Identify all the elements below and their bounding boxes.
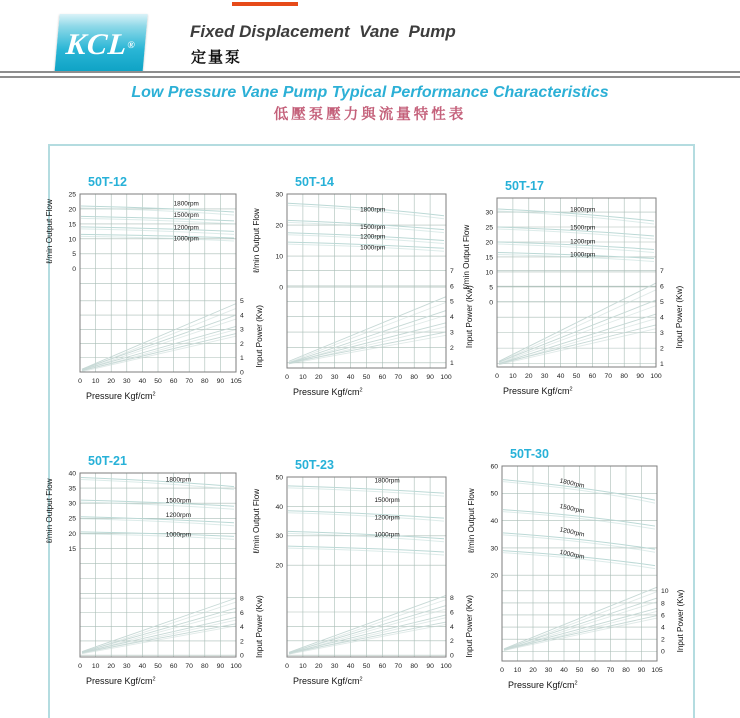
flow-curve-echo: [288, 548, 444, 555]
x-tick: 80: [410, 374, 418, 381]
power-curve-echo: [504, 618, 657, 650]
x-tick: 50: [154, 378, 162, 385]
x-tick: 30: [544, 667, 553, 674]
x-tick: 60: [378, 374, 387, 381]
x-axis-label: Pressure Kgf/$cm^2$: [293, 387, 363, 397]
legend-label-1200rpm: 1200rpm: [165, 512, 192, 520]
x-tick: 50: [362, 663, 371, 670]
section-title-en: Low Pressure Vane Pump Typical Performance Characteristics: [131, 84, 609, 101]
x-tick: 0: [500, 667, 504, 674]
x-tick: 40: [346, 374, 355, 381]
legend-label-1800rpm: 1800rpm: [558, 477, 586, 490]
x-tick: 10: [509, 373, 517, 380]
performance-chart-50T-30: [456, 440, 705, 707]
x-tick: 0: [78, 378, 82, 385]
flow-tick: 20: [485, 239, 493, 247]
power-tick: 5: [660, 299, 664, 307]
power-tick: 8: [450, 595, 454, 602]
legend-label-1500rpm: 1500rpm: [374, 497, 400, 505]
x-tick: 105: [230, 378, 242, 385]
power-curve-1200rpm: [504, 608, 657, 649]
x-tick: 30: [123, 378, 131, 385]
power-tick: 2: [240, 638, 244, 646]
x-tick: 40: [556, 373, 565, 380]
legend-label-1200rpm: 1200rpm: [360, 233, 386, 241]
power-tick: 3: [660, 330, 664, 338]
x-tick: 80: [620, 373, 628, 380]
x-tick: 30: [330, 374, 339, 381]
legend-label-1800rpm: 1800rpm: [374, 477, 400, 485]
power-curve-echo: [82, 319, 236, 370]
power-tick: 6: [450, 283, 454, 291]
power-curve-echo: [499, 290, 656, 363]
performance-chart-50T-17: [451, 172, 704, 413]
legend-label-1500rpm: 1500rpm: [173, 212, 199, 220]
power-tick: 2: [450, 344, 454, 352]
power-tick: 4: [450, 314, 454, 322]
power-tick: 3: [450, 329, 454, 337]
x-tick: 20: [107, 378, 115, 385]
x-tick: 40: [346, 663, 355, 670]
x-tick: 70: [606, 667, 615, 674]
logo-text: KCL®: [64, 27, 137, 61]
legend-label-1200rpm: 1200rpm: [374, 514, 400, 522]
power-tick: 6: [660, 283, 664, 291]
x-tick: 70: [604, 373, 613, 380]
x-tick: 80: [410, 663, 418, 670]
legend-label-1500rpm: 1500rpm: [165, 497, 192, 505]
x-tick: 100: [440, 374, 452, 381]
x-tick: 80: [622, 667, 630, 674]
chart-title: 50T-12: [88, 175, 127, 189]
power-tick: 2: [661, 636, 665, 644]
power-curve-1200rpm: [82, 617, 236, 652]
power-tick: 6: [450, 609, 454, 617]
power-tick: 8: [240, 595, 244, 603]
legend-label-1500rpm: 1500rpm: [558, 503, 586, 516]
legend-label-1200rpm: 1200rpm: [570, 238, 596, 246]
x-tick: 20: [529, 667, 537, 674]
legend-label-1000rpm: 1000rpm: [570, 251, 596, 259]
x-tick: 30: [540, 373, 549, 380]
x-tick: 60: [588, 373, 597, 380]
power-curve-1200rpm: [289, 615, 446, 653]
flow-curve-1200rpm: [288, 531, 444, 538]
flow-tick: 15: [68, 545, 76, 553]
x-tick: 0: [285, 663, 289, 670]
x-tick: 40: [560, 667, 568, 674]
flow-tick: 50: [275, 474, 283, 482]
x-tick: 10: [91, 663, 100, 670]
power-tick: 10: [661, 588, 669, 596]
flow-curve-echo: [81, 534, 234, 540]
flow-curve-1800rpm: [288, 486, 444, 493]
flow-tick: 30: [68, 500, 76, 508]
power-curve-1500rpm: [82, 315, 236, 369]
power-axis-label: Input Power (Kw): [675, 285, 684, 349]
legend-label-1500rpm: 1500rpm: [360, 223, 386, 231]
flow-axis-label: ℓ/min Output Flow: [45, 478, 54, 543]
x-tick: 90: [426, 374, 434, 381]
x-tick: 40: [138, 663, 147, 670]
x-tick: 60: [591, 667, 599, 674]
x-tick: 90: [216, 378, 225, 385]
x-tick: 50: [575, 667, 584, 674]
x-tick: 90: [426, 663, 434, 670]
flow-tick: 40: [490, 518, 498, 525]
x-tick: 60: [169, 663, 178, 670]
legend-label-1000rpm: 1000rpm: [173, 235, 199, 243]
flow-tick: 0: [279, 284, 283, 292]
x-tick: 90: [216, 663, 225, 670]
flow-curve-echo: [81, 229, 234, 234]
power-tick: 4: [240, 624, 244, 632]
flow-curve-1500rpm: [288, 511, 444, 518]
double-rule: [0, 71, 740, 78]
x-tick: 0: [285, 374, 289, 381]
flow-tick: 20: [490, 572, 498, 580]
flow-curve-echo: [81, 519, 234, 526]
flow-tick: 20: [275, 222, 283, 230]
chart-title: 50T-30: [510, 447, 549, 461]
power-tick: 1: [240, 355, 244, 363]
legend-label-1800rpm: 1800rpm: [173, 200, 199, 208]
flow-axis-label: ℓ/min Output Flow: [252, 208, 261, 273]
x-tick: 0: [495, 373, 499, 380]
x-tick: 60: [378, 663, 387, 670]
x-tick: 10: [299, 663, 307, 670]
x-tick: 70: [394, 663, 403, 670]
power-tick: 2: [240, 340, 244, 348]
flow-tick: 30: [275, 533, 283, 541]
x-tick: 30: [330, 663, 339, 670]
flow-axis-label: ℓ/min Output Flow: [45, 199, 55, 264]
flow-curve-echo: [81, 218, 234, 223]
chart-title: 50T-21: [88, 454, 127, 468]
flow-tick: 15: [485, 254, 493, 262]
flow-tick: 0: [72, 266, 76, 274]
x-tick: 50: [572, 373, 581, 380]
power-tick: 1: [450, 360, 454, 368]
power-axis-label: Input Power (Kw): [255, 305, 264, 368]
power-tick: 2: [450, 638, 454, 646]
power-tick: 4: [240, 312, 244, 320]
flow-tick: 40: [275, 503, 283, 511]
legend-label-1000rpm: 1000rpm: [374, 531, 400, 539]
power-curve-1000rpm: [82, 624, 236, 653]
flow-tick: 0: [489, 299, 493, 307]
power-tick: 4: [661, 624, 665, 632]
x-tick: 10: [91, 378, 100, 385]
power-curve-1800rpm: [82, 304, 236, 370]
flow-curve-1800rpm: [81, 478, 234, 487]
x-axis-label: Pressure Kgf/$cm^2$: [86, 391, 156, 401]
legend-label-1800rpm: 1800rpm: [360, 206, 386, 214]
x-tick: 100: [440, 663, 452, 670]
chart-title: 50T-17: [505, 179, 544, 193]
x-tick: 20: [107, 663, 115, 670]
x-tick: 10: [513, 667, 522, 674]
x-tick: 0: [78, 663, 82, 670]
flow-tick: 10: [68, 236, 76, 244]
x-tick: 100: [650, 373, 662, 380]
x-tick: 70: [185, 378, 193, 385]
power-tick: 6: [240, 609, 244, 617]
flow-tick: 60: [490, 463, 498, 471]
power-tick: 2: [660, 345, 664, 353]
x-tick: 20: [315, 663, 323, 670]
flow-axis-label: ℓ/min Output Flow: [467, 488, 476, 553]
x-tick: 70: [394, 374, 403, 381]
legend-label-1000rpm: 1000rpm: [165, 531, 192, 539]
x-tick: 20: [315, 374, 323, 381]
power-axis-label: Input Power (Kw): [465, 285, 474, 349]
x-axis-label: Pressure Kgf/$cm^2$: [86, 676, 156, 686]
x-tick: 70: [185, 663, 193, 670]
flow-curve-1000rpm: [81, 234, 234, 238]
legend-label-1800rpm: 1800rpm: [570, 206, 596, 214]
x-tick: 80: [201, 378, 209, 385]
flow-tick: 50: [490, 490, 498, 498]
power-tick: 8: [661, 600, 665, 608]
flow-tick: 5: [72, 251, 76, 259]
flow-tick: 20: [68, 206, 76, 214]
x-tick: 90: [637, 667, 646, 674]
power-axis-label: Input Power (Kw): [676, 589, 685, 653]
power-tick: 0: [661, 648, 665, 656]
flow-tick: 35: [68, 485, 76, 493]
x-tick: 50: [362, 374, 371, 381]
power-curve-1800rpm: [504, 587, 657, 649]
flow-axis-label: ℓ/min Output Flow: [462, 224, 471, 290]
logo-registered-mark: ®: [126, 39, 137, 51]
section-title-zh: 低壓泵壓力與流量特性表: [273, 107, 467, 123]
power-curve-1800rpm: [289, 595, 446, 652]
flow-tick: 25: [485, 224, 493, 232]
flow-tick: 40: [68, 470, 76, 478]
x-tick: 20: [525, 373, 533, 380]
power-tick: 0: [240, 369, 244, 377]
flow-tick: 15: [68, 221, 76, 229]
power-curve-1500rpm: [504, 598, 657, 649]
x-tick: 80: [201, 663, 209, 670]
x-tick: 40: [138, 378, 147, 385]
legend-label-1500rpm: 1500rpm: [570, 224, 596, 232]
x-tick: 50: [154, 663, 162, 670]
flow-axis-label: ℓ/min Output Flow: [252, 488, 261, 554]
x-tick: 60: [169, 378, 178, 385]
chart-title: 50T-14: [295, 175, 334, 189]
flow-tick: 20: [68, 530, 76, 538]
x-tick: 10: [299, 374, 307, 381]
legend-label-1800rpm: 1800rpm: [165, 476, 192, 484]
x-axis-label: Pressure Kgf/$cm^2$: [508, 680, 578, 690]
x-tick: 105: [651, 667, 663, 674]
power-curve-1200rpm: [82, 326, 236, 369]
x-axis-label: Pressure Kgf/$cm^2$: [293, 676, 363, 686]
flow-tick: 20: [275, 562, 283, 570]
legend-label-1200rpm: 1200rpm: [558, 526, 586, 539]
power-tick: 3: [240, 326, 244, 334]
x-tick: 100: [230, 663, 242, 670]
x-axis-label: Pressure Kgf/$cm^2$: [503, 386, 573, 396]
power-tick: 5: [240, 298, 244, 306]
x-tick: 90: [636, 373, 644, 380]
legend-label-1000rpm: 1000rpm: [360, 244, 386, 252]
power-tick: 0: [450, 652, 454, 660]
flow-tick: 25: [68, 515, 76, 523]
flow-tick: 25: [68, 191, 76, 199]
power-tick: 7: [660, 268, 664, 276]
top-red-bar: [232, 2, 298, 6]
kcl-logo: [54, 14, 147, 75]
power-curve-1800rpm: [499, 283, 656, 361]
header-title-en: Fixed Displacement Vane Pump: [190, 22, 456, 41]
flow-tick: 10: [275, 253, 283, 261]
x-tick: 30: [123, 663, 131, 670]
power-curve-1200rpm: [499, 314, 656, 364]
legend-label-1200rpm: 1200rpm: [173, 224, 199, 232]
legend-label-1000rpm: 1000rpm: [558, 548, 586, 561]
power-curve-echo: [82, 336, 236, 371]
power-tick: 5: [450, 298, 454, 306]
flow-tick: 30: [490, 545, 498, 553]
flow-tick: 30: [485, 209, 493, 217]
power-tick: 6: [661, 612, 665, 620]
power-axis-label: Input Power (Kw): [255, 595, 264, 659]
flow-tick: 5: [489, 284, 493, 292]
power-tick: 7: [450, 267, 454, 275]
power-tick: 4: [450, 623, 454, 631]
chart-title: 50T-23: [295, 458, 334, 472]
flow-tick: 10: [485, 269, 493, 277]
power-tick: 4: [660, 314, 664, 322]
flow-tick: 30: [275, 191, 283, 199]
power-tick: 0: [240, 652, 244, 660]
header-title-zh: 定量泵: [191, 49, 243, 66]
power-axis-label: Input Power (Kw): [465, 595, 474, 658]
power-tick: 1: [660, 361, 664, 369]
